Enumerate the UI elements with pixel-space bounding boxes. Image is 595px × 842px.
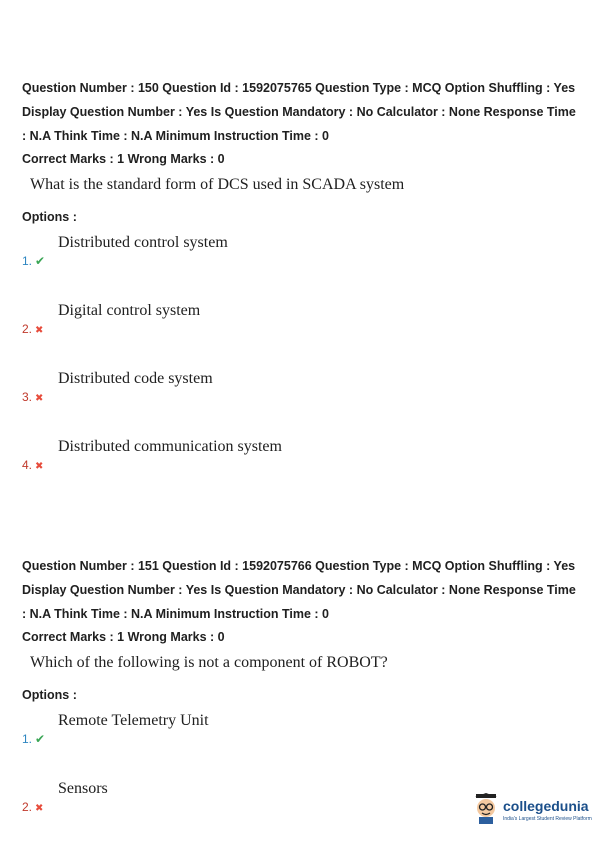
question-marks: Correct Marks : 1 Wrong Marks : 0 — [22, 630, 225, 644]
cross-icon: ✖ — [35, 393, 44, 404]
question-meta-line: Display Question Number : Yes Is Question Mandatory : No Calculator : None Response Time — [22, 105, 576, 119]
option-text: Sensors — [58, 780, 108, 797]
option-number — [22, 732, 45, 746]
question-meta-line: Question Number : 150 Question Id : 1592075765 Question Type : MCQ Option Shuffling : Yes — [22, 81, 576, 95]
cross-icon: ✖ — [35, 325, 44, 336]
option-number — [22, 254, 45, 268]
cross-icon: ✖ — [35, 461, 44, 472]
cross-icon: ✖ — [35, 803, 44, 814]
logo-name: collegedunia — [503, 798, 589, 814]
question-text: What is the standard form of DCS used in SCADA system — [30, 176, 405, 193]
question-marks: Correct Marks : 1 Wrong Marks : 0 — [22, 152, 225, 166]
options-label: Options : — [22, 688, 77, 702]
option-text: Remote Telemetry Unit — [58, 712, 209, 729]
option-item — [22, 292, 578, 360]
option-number — [22, 458, 43, 472]
check-icon: ✔ — [35, 732, 46, 746]
options-label: Options : — [22, 210, 77, 224]
question-block-150 — [22, 76, 578, 496]
option-number-label: 4. — [22, 458, 33, 472]
option-text: Distributed communication system — [58, 438, 282, 455]
option-number-label: 3. — [22, 390, 33, 404]
option-number — [22, 390, 43, 404]
option-number-label: 2. — [22, 800, 33, 814]
collegedunia-logo — [473, 792, 591, 832]
option-number-label: 1. — [22, 732, 33, 746]
question-meta-line: Question Number : 151 Question Id : 1592075766 Question Type : MCQ Option Shuffling : Yes — [22, 559, 576, 573]
question-meta-line: Display Question Number : Yes Is Question Mandatory : No Calculator : None Response Time — [22, 583, 576, 597]
option-text: Distributed control system — [58, 234, 228, 251]
option-text: Digital control system — [58, 302, 201, 319]
option-item — [22, 702, 578, 770]
option-item — [22, 428, 578, 496]
option-item — [22, 360, 578, 428]
mascot-icon — [473, 792, 499, 824]
option-item — [22, 224, 578, 292]
question-meta-line: : N.A Think Time : N.A Minimum Instruction Time : 0 — [22, 129, 329, 143]
check-icon: ✔ — [35, 254, 46, 268]
option-number — [22, 322, 43, 336]
option-number-label: 1. — [22, 254, 33, 268]
logo-tagline: India's Largest Student Review Platform — [503, 816, 592, 822]
option-number — [22, 800, 43, 814]
option-text: Distributed code system — [58, 370, 213, 387]
question-text: Which of the following is not a component of ROBOT? — [30, 654, 388, 671]
option-number-label: 2. — [22, 322, 33, 336]
question-meta-line: : N.A Think Time : N.A Minimum Instruction Time : 0 — [22, 607, 329, 621]
